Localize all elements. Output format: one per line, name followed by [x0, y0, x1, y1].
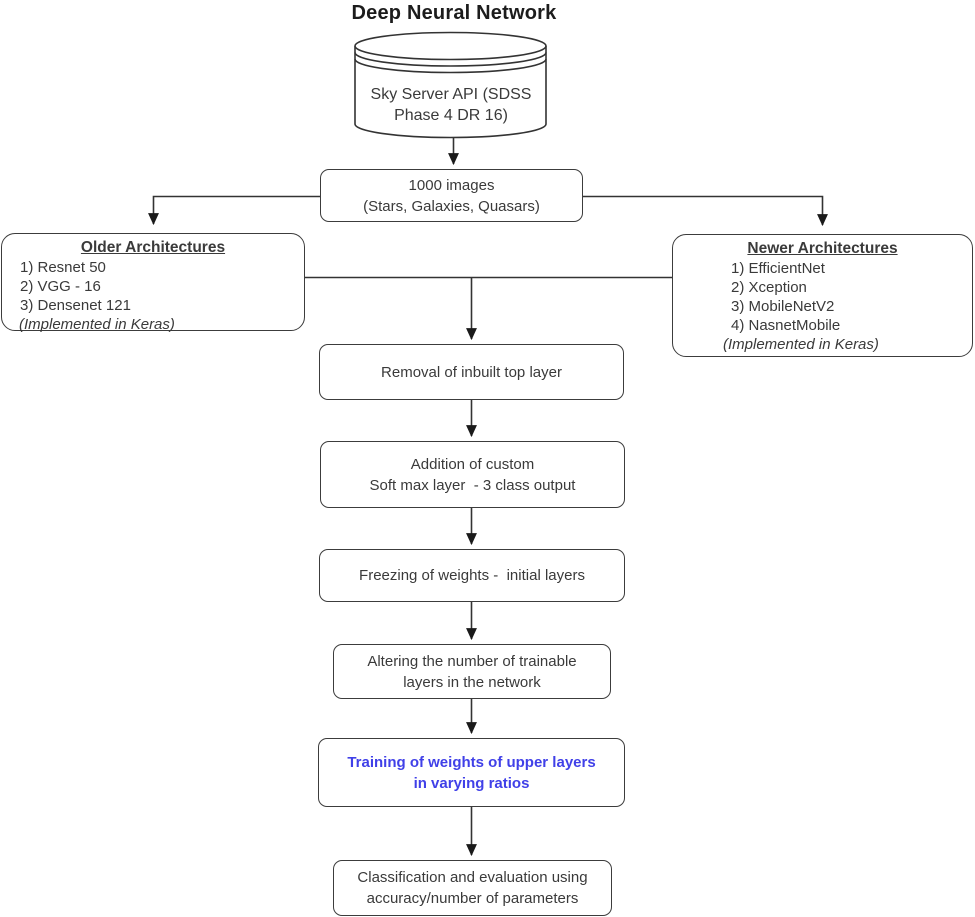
- node-altering-line2: layers in the network: [403, 673, 541, 691]
- node-freezing: [319, 549, 625, 602]
- diagram-title: Deep Neural Network: [351, 2, 557, 24]
- node-addition-line2: Soft max layer - 3 class output: [369, 476, 576, 494]
- database-label: [357, 84, 545, 126]
- older-architectures-heading: Older Architectures: [80, 239, 226, 256]
- node-removal: [319, 344, 624, 400]
- node-freezing-line1: Freezing of weights - initial layers: [359, 567, 585, 584]
- newer-architectures-heading: Newer Architectures: [747, 240, 898, 257]
- older-architectures-note: (Implemented in Keras): [19, 316, 175, 333]
- connector-images-to-older: [154, 197, 322, 225]
- newer-architectures-item: 2) Xception: [731, 279, 807, 296]
- node-classification-line2: accuracy/number of parameters: [366, 890, 579, 907]
- older-architectures-item: 3) Densenet 121: [20, 297, 131, 314]
- node-images-line2: (Stars, Galaxies, Quasars): [363, 197, 540, 215]
- node-classification-line1: Classification and evaluation using: [357, 869, 588, 886]
- node-images: [320, 169, 583, 222]
- older-architectures-item: 1) Resnet 50: [20, 259, 106, 276]
- database-label-line1: Sky Server API (SDSS: [370, 86, 532, 103]
- database-label-line2: Phase 4 DR 16): [394, 107, 508, 124]
- node-training: [318, 738, 625, 807]
- older-architectures-item: 2) VGG - 16: [20, 278, 101, 295]
- newer-architectures-item: 4) NasnetMobile: [731, 317, 841, 334]
- node-removal-line1: Removal of inbuilt top layer: [381, 363, 562, 381]
- node-older-architectures: [1, 233, 305, 331]
- node-addition: [320, 441, 625, 508]
- node-addition-line1: Addition of custom: [410, 455, 535, 473]
- node-classification: [333, 860, 612, 916]
- node-images-line1: 1000 images: [408, 176, 495, 194]
- newer-architectures-item: 3) MobileNetV2: [731, 298, 835, 315]
- node-altering: [333, 644, 611, 699]
- node-training-line2: in varying ratios: [413, 774, 530, 792]
- node-newer-architectures: [672, 234, 973, 357]
- newer-architectures-note: (Implemented in Keras): [723, 336, 879, 353]
- connector-images-to-newer: [582, 197, 823, 226]
- node-altering-line1: Altering the number of trainable: [367, 652, 577, 670]
- newer-architectures-item: 1) EfficientNet: [731, 260, 825, 277]
- node-training-line1: Training of weights of upper layers: [347, 753, 596, 771]
